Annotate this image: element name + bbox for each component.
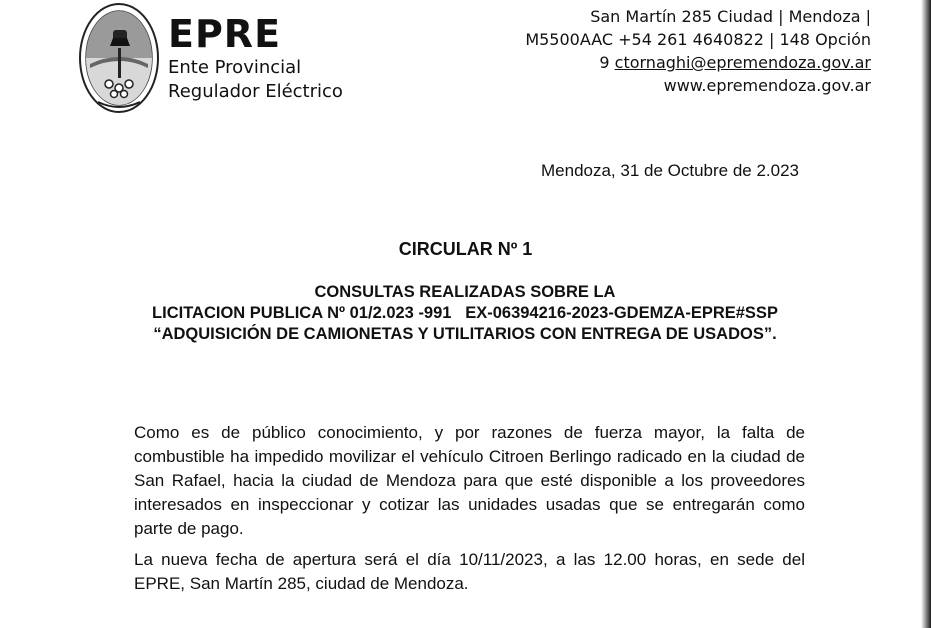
subject-line2: LICITACION PUBLICA Nº 01/2.023 -991 EX-06394216-2023-GDEMZA-EPRE#SSP: [152, 304, 778, 322]
subject-line1: CONSULTAS REALIZADAS SOBRE LA: [314, 283, 616, 301]
brand-subtitle-line2: Regulador Eléctrico: [168, 81, 343, 102]
scan-edge-shadow: [921, 0, 931, 628]
address-line1: San Martín 285 Ciudad | Mendoza |: [590, 7, 871, 26]
address-line3-prefix: 9: [599, 53, 610, 72]
website-link[interactable]: www.epremendoza.gov.ar: [663, 76, 871, 95]
provincial-coat-of-arms-icon: [78, 2, 160, 114]
paragraph-2: La nueva fecha de apertura será el día 10/11/2023, a las 12.00 horas, en sede del EPRE, San Martín 285, ciudad de Mendoza.: [134, 550, 805, 593]
subject-line3: “ADQUISICIÓN DE CAMIONETAS Y UTILITARIOS CON ENTREGA DE USADOS”.: [153, 325, 777, 343]
address-line3: [525, 51, 871, 74]
subject-block: [100, 282, 830, 345]
email-link[interactable]: ctornaghi@epremendoza.gov.ar: [614, 53, 871, 72]
brand-name: EPRE: [168, 12, 282, 56]
paragraph-1: Como es de público conocimiento, y por razones de fuerza mayor, la falta de combustible ha impedido movilizar el vehículo Citroen Berlingo radicado en la ciudad de San Rafael, hacia la ciudad de Mendoza para que esté disponible a los proveedores interesados en inspeccionar y cotizar las unidades usadas que se entregarán como parte de pago.: [134, 423, 805, 538]
address-line2: M5500AAC +54 261 4640822 | 148 Opción: [525, 30, 871, 49]
document-date: Mendoza, 31 de Octubre de 2.023: [541, 161, 800, 180]
brand-subtitle-line1: Ente Provincial: [168, 57, 302, 78]
brand-block: [168, 12, 343, 104]
circular-title: CIRCULAR Nº 1: [398, 239, 533, 259]
contact-block: [525, 5, 871, 97]
